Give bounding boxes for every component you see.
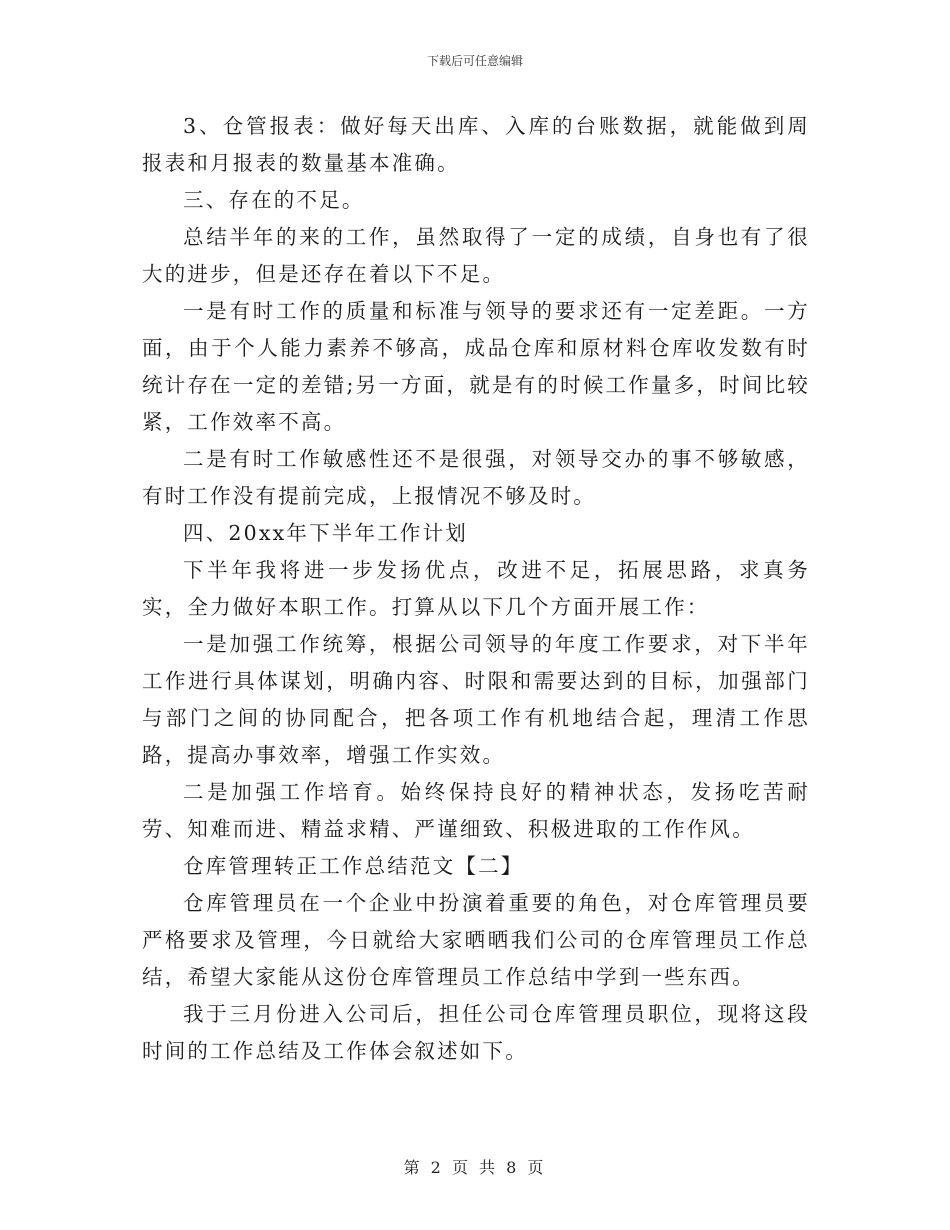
paragraph: 下半年我将进一步发扬优点，改进不足，拓展思路，求真务实，全力做好本职工作。打算从以下几个方面开展工作： xyxy=(142,558,810,619)
paragraph: 一是加强工作统筹，根据公司领导的年度工作要求，对下半年工作进行具体谋划，明确内容、时限和需要达到的目标，加强部门与部门之间的协同配合，把各项工作有机地结合起，理清工作思路，提高办事效率，增强工作实效。 xyxy=(142,632,810,767)
section-heading: 仓库管理转正工作总结范文【二】 xyxy=(183,854,524,878)
paragraph: 我于三月份进入公司后，担任公司仓库管理员职位，现将这段时间的工作总结及工作体会叙述如下。 xyxy=(142,1002,810,1063)
section-heading: 三、存在的不足。 xyxy=(183,188,365,212)
document-body xyxy=(142,108,810,1070)
paragraph: 一是有时工作的质量和标准与领导的要求还有一定差距。一方面，由于个人能力素养不够高，成品仓库和原材料仓库收发数有时统计存在一定的差错;另一方面，就是有的时候工作量多，时间比较紧，工作效率不高。 xyxy=(142,299,810,434)
section-heading: 四、20xx年下半年工作计划 xyxy=(183,521,469,545)
paragraph: 3、仓管报表：做好每天出库、入库的台账数据，就能做到周报表和月报表的数量基本准确。 xyxy=(142,114,810,175)
paragraph: 二是加强工作培育。始终保持良好的精神状态，发扬吃苦耐劳、知难而进、精益求精、严谨细致、积极进取的工作作风。 xyxy=(142,780,810,841)
page-header: 下载后可任意编辑 xyxy=(426,54,523,68)
paragraph: 总结半年的来的工作，虽然取得了一定的成绩，自身也有了很大的进步，但是还存在着以下不足。 xyxy=(142,225,810,286)
paragraph: 仓库管理员在一个企业中扮演着重要的角色，对仓库管理员要严格要求及管理，今日就给大家晒晒我们公司的仓库管理员工作总结，希望大家能从这份仓库管理员工作总结中学到一些东西。 xyxy=(142,891,810,989)
paragraph: 二是有时工作敏感性还不是很强，对领导交办的事不够敏感，有时工作没有提前完成，上报情况不够及时。 xyxy=(142,447,810,508)
page-number: 第 2 页 共 8 页 xyxy=(403,1158,547,1177)
